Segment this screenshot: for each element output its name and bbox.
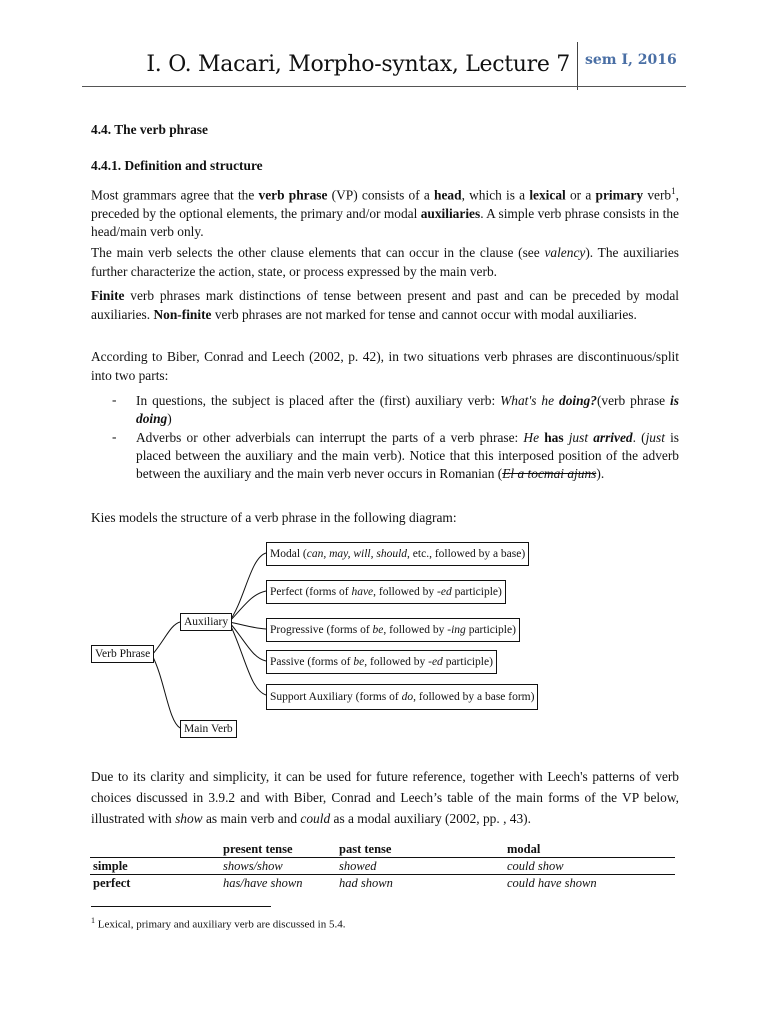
diagram-node-support-auxiliary: Support Auxiliary (forms of do, followed by a base form) bbox=[266, 684, 538, 710]
diagram-node-modal: Modal (can, may, will, should, etc., followed by a base) bbox=[266, 542, 529, 566]
paragraph-clarity: Due to its clarity and simplicity, it can be used for future reference, together with Leech's patterns of verb choices discussed in 3.9.2 and with Biber, Conrad and Leech’s table of the main forms of the VP below, illustrated with show as main verb and could as a modal auxiliary (2002, pp. , 43). bbox=[91, 769, 679, 826]
bullet-questions: In questions, the subject is placed after the (first) auxiliary verb: What's he doing?(verb phrase is doing) bbox=[136, 393, 679, 426]
table-header: present tense bbox=[223, 841, 293, 856]
table-cell: had shown bbox=[339, 875, 393, 890]
bullet-dash: - bbox=[112, 429, 117, 444]
paragraph-definition: Most grammars agree that the verb phrase (VP) consists of a head, which is a lexical or a primary verb$^1$, preceded by the optional elements, the primary and/or modal auxiliaries. A simple verb phrase consists in the head/main verb only. bbox=[91, 186, 679, 240]
table-row-label: simple bbox=[93, 858, 128, 873]
diagram-node-progressive: Progressive (forms of be, followed by -ing participle) bbox=[266, 618, 520, 642]
diagram-node-auxiliary: Auxiliary bbox=[180, 613, 232, 631]
table-row bbox=[90, 875, 675, 892]
table-header-row bbox=[90, 841, 675, 858]
page-header-title: I. O. Macari, Morpho-syntax, Lecture 7 bbox=[146, 52, 570, 77]
paragraph-kies: Kies models the structure of a verb phrase in the following diagram: bbox=[91, 510, 457, 525]
diagram-node-verb-phrase: Verb Phrase bbox=[91, 645, 154, 663]
section-subtitle: 4.4.1. Definition and structure bbox=[91, 158, 263, 173]
table-row bbox=[90, 858, 675, 875]
vp-forms-table bbox=[90, 841, 675, 891]
semester-label: sem I, 2016 bbox=[585, 52, 677, 68]
footnote: $^1$ Lexical, primary and auxiliary verb are discussed in 5.4. bbox=[91, 916, 346, 931]
table-cell: has/have shown bbox=[223, 875, 303, 890]
table-row-label: perfect bbox=[93, 875, 131, 890]
table-cell: showed bbox=[339, 858, 377, 873]
diagram-node-perfect: Perfect (forms of have, followed by -ed participle) bbox=[266, 580, 506, 604]
paragraph-finite: Finite verb phrases mark distinctions of tense between present and past and can be preceded by modal auxiliaries. Non-finite verb phrases are not marked for tense and cannot occur with modal auxiliaries. bbox=[91, 288, 679, 322]
table-cell: shows/show bbox=[223, 858, 283, 873]
paragraph-main-verb: The main verb selects the other clause elements that can occur in the clause (see valency). The auxiliaries further characterize the action, state, or process expressed by the main verb. bbox=[91, 245, 679, 279]
footnote-rule bbox=[91, 906, 271, 907]
footnote-ref[interactable]: 1 bbox=[671, 186, 676, 196]
diagram-node-passive: Passive (forms of be, followed by -ed participle) bbox=[266, 650, 497, 674]
section-title: 4.4. The verb phrase bbox=[91, 122, 208, 137]
paragraph-discontinuous: According to Biber, Conrad and Leech (2002, p. 42), in two situations verb phrases are discontinuous/split into two parts: bbox=[91, 349, 679, 383]
diagram-node-main-verb: Main Verb bbox=[180, 720, 237, 738]
bullet-dash: - bbox=[112, 392, 117, 407]
table-header: past tense bbox=[339, 841, 392, 856]
table-cell: could show bbox=[507, 858, 564, 873]
table-header: modal bbox=[507, 841, 541, 856]
table-cell: could have shown bbox=[507, 875, 597, 890]
bullet-adverbs: Adverbs or other adverbials can interrupt the parts of a verb phrase: He has just arrived. (just is placed between the auxiliary and the main verb). Notice that this interposed position of the adverb between the auxiliary and the main verb never occurs in Romanian (El a tocmai ajuns). bbox=[136, 430, 679, 481]
